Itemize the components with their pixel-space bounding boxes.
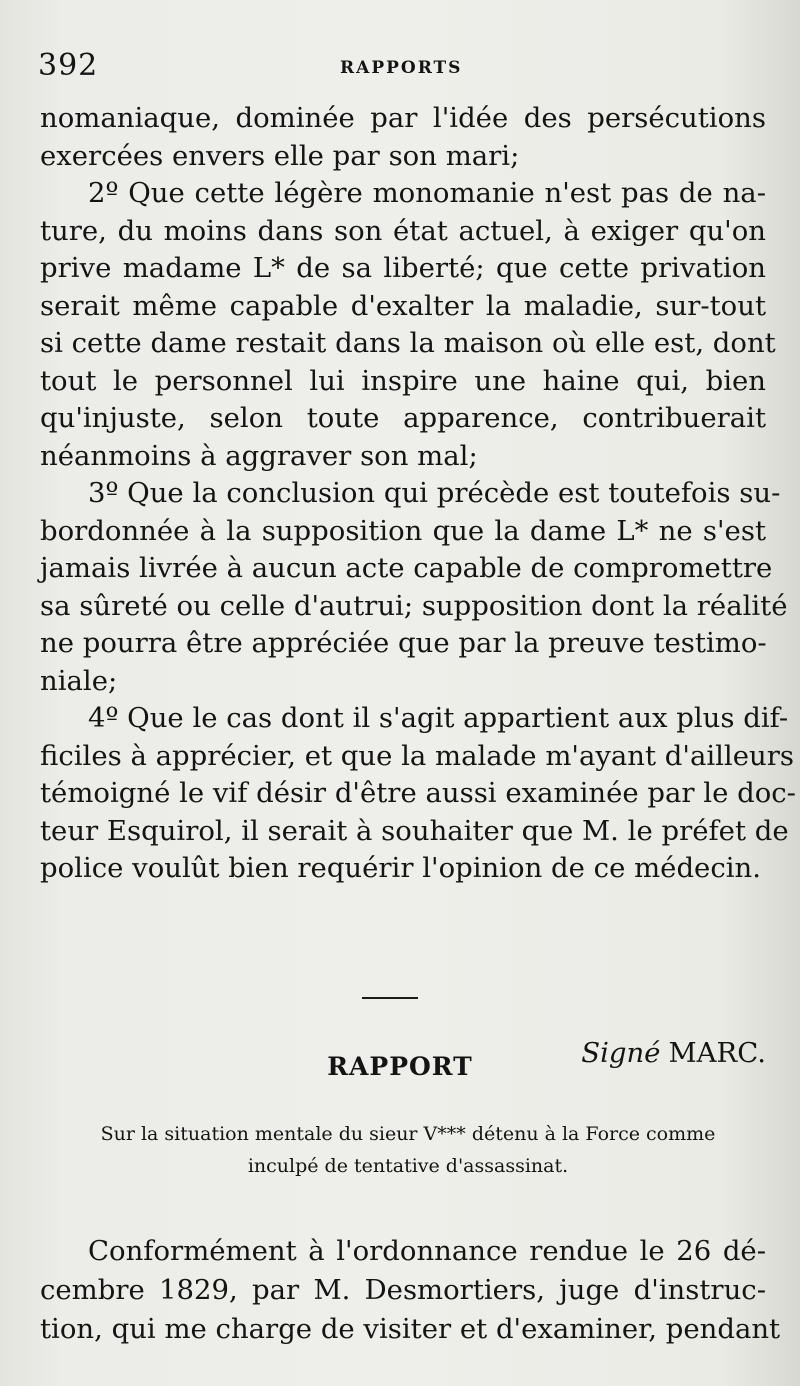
text-line: sa sûreté ou celle d'autrui; supposition dont la réalité <box>40 589 788 622</box>
page-number: 392 <box>38 48 99 83</box>
text-line: cembre 1829, par M. Desmortiers, juge d'instruc- <box>40 1274 766 1306</box>
text-line: tion, qui me charge de visiter et d'examiner, pendant <box>40 1313 781 1345</box>
text-line: police voulût bien requérir l'opinion de ce médecin. <box>40 852 761 884</box>
text-line: qu'injuste, selon toute apparence, contribuerait <box>40 402 766 434</box>
text-line: nomaniaque, dominée par l'idée des persécutions <box>40 102 766 134</box>
text-line: serait même capable d'exalter la maladie, sur-tout <box>40 289 766 322</box>
section-divider <box>362 997 418 999</box>
text-line: ture, du moins dans son état actuel, à exiger qu'on <box>40 214 766 247</box>
text-line: si cette dame restait dans la maison où elle est, dont <box>40 327 776 359</box>
text-line: témoigné le vif désir d'être aussi examinée par le doc- <box>40 777 796 809</box>
report-title: RAPPORT <box>327 1052 473 1081</box>
text-line: niale; <box>40 664 118 697</box>
text-line: prive madame L* de sa liberté; que cette privation <box>40 252 766 284</box>
text-line: 3º Que la conclusion qui précède est toutefois su- <box>88 477 781 509</box>
page-header <box>38 48 758 84</box>
signature-signe: Signé <box>581 1037 661 1069</box>
text-line: bordonnée à la supposition que la dame L* ne s'est <box>40 514 766 547</box>
text-line: tout le personnel lui inspire une haine qui, bien <box>40 364 766 397</box>
text-line: Conformément à l'ordonnance rendue le 26 dé- <box>88 1235 766 1267</box>
text-line: 4º Que le cas dont il s'agit appartient aux plus dif- <box>88 702 789 734</box>
report-subtitle <box>58 1118 758 1182</box>
text-line: jamais livrée à aucun acte capable de compromettre <box>40 552 773 584</box>
text-line: néanmoins à aggraver son mal; <box>40 439 478 472</box>
running-head: RAPPORTS <box>340 58 463 78</box>
report-subtitle-line: Sur la situation mentale du sieur V*** détenu à la Force comme <box>100 1123 716 1145</box>
report-subtitle-line: inculpé de tentative d'assassinat. <box>247 1155 569 1177</box>
text-line: exercées envers elle par son mari; <box>40 139 520 172</box>
signature-name: MARC. <box>668 1037 766 1069</box>
text-line: ficiles à apprécier, et que la malade m'ayant d'ailleurs <box>40 739 794 772</box>
text-line: 2º Que cette légère monomanie n'est pas de na- <box>88 177 766 209</box>
report-body-text <box>40 1232 781 1349</box>
text-line: teur Esquirol, il serait à souhaiter que M. le préfet de <box>40 814 789 847</box>
text-line: ne pourra être appréciée que par la preuve testimo- <box>40 627 767 659</box>
